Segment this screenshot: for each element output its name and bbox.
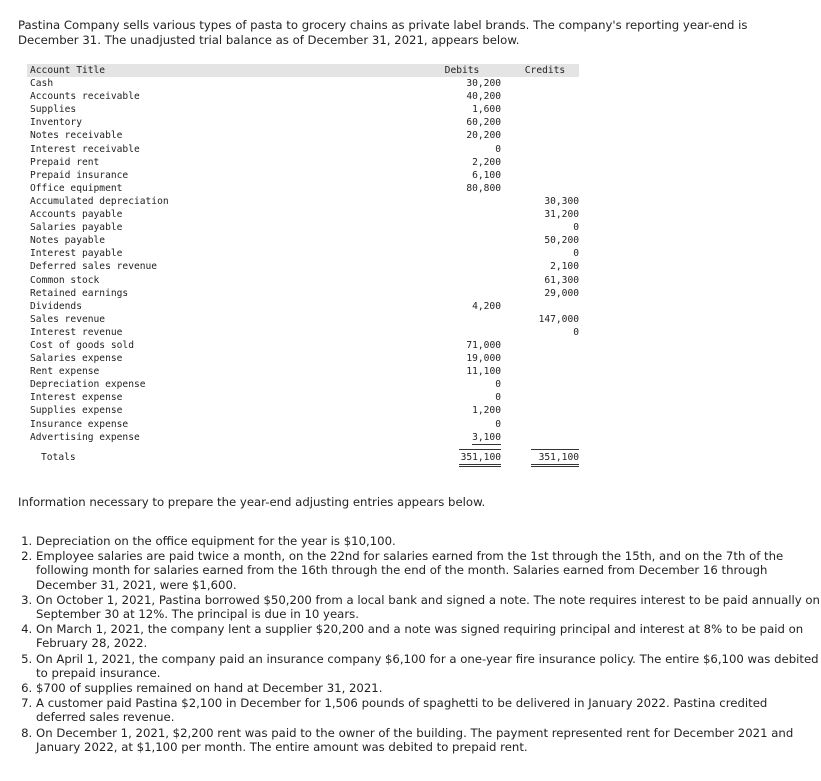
- debit-cell: [393, 287, 501, 300]
- credits-header: Credits: [501, 64, 579, 77]
- account-cell: Salaries payable: [30, 222, 123, 234]
- credit-cell: [501, 182, 579, 195]
- debit-cell: 3,100: [393, 431, 501, 445]
- table-row: [27, 195, 579, 208]
- account-cell: Retained earnings: [30, 287, 129, 299]
- trial-balance-body: [27, 77, 579, 467]
- table-row: [27, 182, 579, 195]
- credit-cell: [501, 391, 579, 404]
- credit-cell: [501, 90, 579, 103]
- table-row: [27, 234, 579, 247]
- debit-cell: 1,200: [472, 405, 501, 417]
- credit-cell: [501, 103, 579, 116]
- account-cell: Accounts payable: [30, 209, 123, 221]
- debit-cell: 1,600: [472, 104, 501, 116]
- list-item: 2. Employee salaries are paid twice a month, on the 22nd for salaries earned from the 1st through the 15th, and on the 7th of the following month for salaries earned from the 16th through the end of the month. Salaries earned from December 16 through December 31, 2021, were $1,600.: [36, 549, 820, 592]
- account-cell: Sales revenue: [30, 313, 106, 325]
- table-row: [27, 418, 579, 431]
- account-cell: Accounts receivable: [30, 91, 140, 103]
- table-row: [27, 274, 579, 287]
- table-row: [27, 391, 579, 404]
- debit-cell: [393, 313, 501, 326]
- account-title-header: Account Title: [27, 64, 393, 77]
- credit-cell: [501, 418, 579, 431]
- table-row: [27, 77, 579, 90]
- debit-cell: [393, 247, 501, 260]
- debit-cell: [393, 260, 501, 273]
- debit-cell: 0: [495, 418, 501, 430]
- credit-cell: [501, 300, 579, 313]
- list-item: 5. On April 1, 2021, the company paid an insurance company $6,100 for a one-year fire insurance policy. The entire $6,100 was debited to prepaid insurance.: [36, 652, 820, 680]
- table-row: [27, 90, 579, 103]
- trial-balance-table: [27, 64, 579, 467]
- account-cell: Supplies: [30, 104, 77, 116]
- account-cell: Insurance expense: [30, 418, 129, 430]
- account-cell: Supplies expense: [30, 405, 123, 417]
- table-row: [27, 129, 579, 142]
- debit-cell: 6,100: [472, 169, 501, 181]
- account-cell: Salaries expense: [30, 353, 123, 365]
- table-row: [27, 221, 579, 234]
- table-row: [27, 352, 579, 365]
- account-cell: Accumulated depreciation: [30, 195, 169, 207]
- credit-cell: [501, 378, 579, 391]
- debit-cell: 0: [495, 379, 501, 391]
- debit-cell: [393, 221, 501, 234]
- credit-cell: 31,200: [544, 209, 579, 221]
- adjusting-info-list: [20, 534, 820, 755]
- account-cell: Cost of goods sold: [30, 339, 134, 351]
- table-row: [27, 143, 579, 156]
- account-cell: Dividends: [30, 300, 82, 312]
- list-item: 4. On March 1, 2021, the company lent a supplier $20,200 and a note was signed requiring principal and interest at 8% to be paid on February 28, 2022.: [36, 622, 820, 650]
- account-cell: Depreciation expense: [30, 379, 146, 391]
- problem-intro: Pastina Company sells various types of pasta to grocery chains as private label brands. The company's reporting year-end is December 31. The unadjusted trial balance as of December 31, 2021, appears below.: [18, 18, 748, 47]
- account-cell: Rent expense: [30, 366, 100, 378]
- credit-cell: [501, 404, 579, 417]
- debits-header: Debits: [393, 64, 501, 77]
- credit-cell: 61,300: [544, 274, 579, 286]
- table-row: [27, 365, 579, 378]
- debit-cell: 11,100: [466, 366, 501, 378]
- credit-cell: 29,000: [544, 287, 579, 299]
- credit-cell: [501, 431, 579, 445]
- table-row: [27, 300, 579, 313]
- debit-cell: 0: [495, 392, 501, 404]
- credit-cell: [501, 156, 579, 169]
- table-row: [27, 169, 579, 182]
- table-row: [27, 326, 579, 339]
- debit-cell: 80,800: [466, 182, 501, 194]
- account-cell: Interest receivable: [30, 143, 140, 155]
- credit-cell: [501, 143, 579, 156]
- debit-cell: [393, 195, 501, 208]
- account-cell: Prepaid insurance: [30, 169, 129, 181]
- totals-debit: 351,100: [393, 445, 501, 467]
- list-item: 6. $700 of supplies remained on hand at December 31, 2021.: [36, 681, 820, 695]
- debit-cell: 4,200: [472, 300, 501, 312]
- table-row: [27, 287, 579, 300]
- debit-cell: 60,200: [466, 117, 501, 129]
- credit-cell: 0: [573, 326, 579, 338]
- account-cell: Common stock: [30, 274, 100, 286]
- info-heading: Information necessary to prepare the year-end adjusting entries appears below.: [18, 495, 486, 509]
- table-row: [27, 156, 579, 169]
- account-cell: Cash: [30, 78, 54, 90]
- account-cell: Interest revenue: [30, 326, 123, 338]
- debit-cell: 19,000: [466, 353, 501, 365]
- account-cell: Prepaid rent: [30, 156, 100, 168]
- debit-cell: 2,200: [472, 156, 501, 168]
- account-cell: Notes receivable: [30, 130, 123, 142]
- list-item: 8. On December 1, 2021, $2,200 rent was paid to the owner of the building. The payment represented rent for December 2021 and January 2022, at $1,100 per month. The entire amount was debited to prepaid rent.: [36, 726, 820, 754]
- totals-label: Totals: [41, 452, 76, 464]
- table-row: [27, 260, 579, 273]
- credit-cell: [501, 116, 579, 129]
- debit-cell: 40,200: [466, 91, 501, 103]
- table-row: [27, 116, 579, 129]
- debit-cell: [393, 208, 501, 221]
- debit-cell: 71,000: [466, 339, 501, 351]
- table-row: [27, 208, 579, 221]
- list-item: 3. On October 1, 2021, Pastina borrowed $50,200 from a local bank and signed a note. The note requires interest to be paid annually on September 30 at 12%. The principal is due in 10 years.: [36, 593, 820, 621]
- credit-cell: 0: [573, 222, 579, 234]
- table-row: [27, 103, 579, 116]
- credit-cell: [501, 352, 579, 365]
- debit-cell: 30,200: [466, 78, 501, 90]
- account-cell: Interest expense: [30, 392, 123, 404]
- account-cell: Advertising expense: [30, 432, 140, 444]
- list-item: 1. Depreciation on the office equipment for the year is $10,100.: [36, 534, 820, 548]
- table-header-row: [27, 64, 579, 77]
- account-cell: Notes payable: [30, 235, 106, 247]
- debit-cell: 0: [495, 143, 501, 155]
- account-cell: Office equipment: [30, 182, 123, 194]
- table-row: [27, 247, 579, 260]
- credit-cell: 2,100: [550, 261, 579, 273]
- account-cell: Interest payable: [30, 248, 123, 260]
- debit-cell: [393, 326, 501, 339]
- totals-row: [27, 445, 579, 467]
- debit-cell: [393, 274, 501, 287]
- table-row: [27, 431, 579, 445]
- credit-cell: 50,200: [544, 235, 579, 247]
- credit-cell: [501, 169, 579, 182]
- credit-cell: [501, 339, 579, 352]
- debit-cell: 20,200: [466, 130, 501, 142]
- table-row: [27, 378, 579, 391]
- credit-cell: [501, 77, 579, 90]
- list-item: 7. A customer paid Pastina $2,100 in December for 1,506 pounds of spaghetti to be delivered in January 2022. Pastina credited deferred sales revenue.: [36, 696, 820, 724]
- credit-cell: 0: [573, 248, 579, 260]
- credit-cell: [501, 129, 579, 142]
- account-cell: Inventory: [30, 117, 82, 129]
- table-row: [27, 339, 579, 352]
- table-row: [27, 404, 579, 417]
- credit-cell: 30,300: [544, 195, 579, 207]
- table-row: [27, 313, 579, 326]
- account-cell: Deferred sales revenue: [30, 261, 158, 273]
- totals-credit: 351,100: [501, 445, 579, 467]
- credit-cell: 147,000: [538, 313, 579, 325]
- debit-cell: [393, 234, 501, 247]
- credit-cell: [501, 365, 579, 378]
